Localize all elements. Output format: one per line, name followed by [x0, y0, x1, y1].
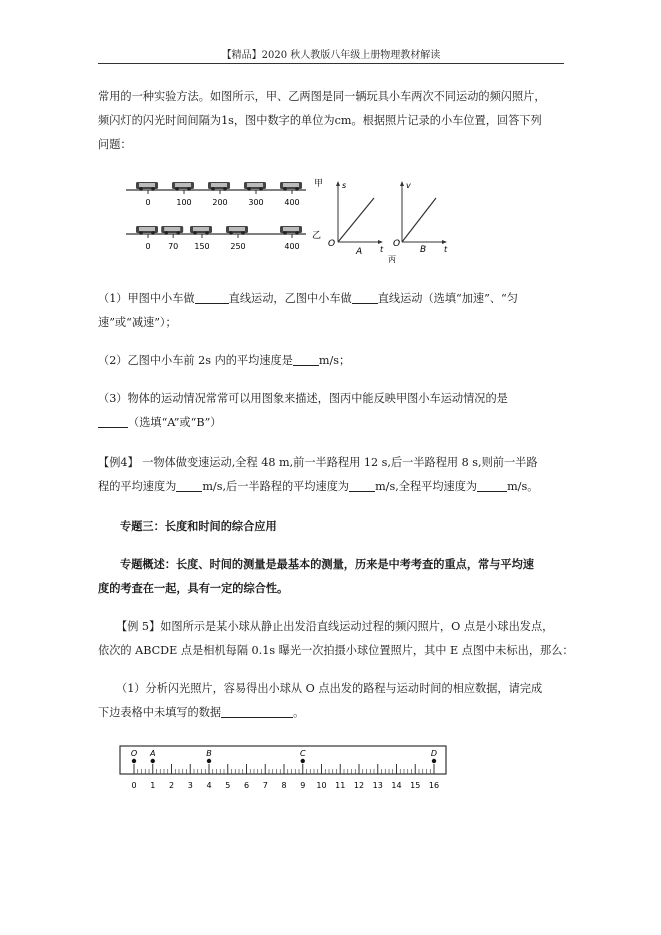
- ex5-part-e: 。: [293, 706, 305, 719]
- ruler-number: 2: [168, 781, 175, 790]
- jia-tick-label: 100: [176, 198, 192, 207]
- intro-line-2: 频闪灯的闪光时间间隔为1s，图中数字的单位为cm。根据照片记录的小车位置，回答下列: [98, 114, 542, 127]
- q3-blank[interactable]: [98, 415, 128, 428]
- ruler-number: 11: [335, 781, 346, 790]
- ex5-part-d: 下边表格中未填写的数据: [98, 706, 222, 719]
- graph-b-x-axis: t: [444, 245, 448, 254]
- yi-tick-label: 0: [145, 242, 151, 251]
- q1-blank-2[interactable]: [352, 291, 378, 304]
- graph-b-y-axis: v: [406, 181, 411, 190]
- graph-a-y-axis: s: [342, 181, 347, 190]
- ruler-number: 15: [410, 781, 421, 790]
- q1-part-b: 直线运动，乙图中小车做: [228, 292, 352, 305]
- page-header: 【精品】2020 秋人教版八年级上册物理教材解读: [221, 50, 441, 61]
- ex4-line-1: 【例4】 一物体做变速运动,全程 48 m,前一半路程用 12 s,后一半路程用 8 s,则前一半路: [98, 456, 538, 469]
- ruler-numbers: [131, 781, 439, 790]
- ex4-blank-3[interactable]: [477, 479, 507, 492]
- ruler-point-dot: [132, 759, 136, 763]
- jia-tick-label: 0: [145, 198, 151, 207]
- yi-label: 乙: [312, 231, 322, 241]
- ruler-point-dot: [301, 759, 305, 763]
- ex5-line-4: [98, 702, 568, 724]
- jia-car: [244, 182, 266, 194]
- ruler-point-label: C: [299, 749, 306, 758]
- graph-b-label: B: [420, 245, 427, 255]
- jia-tick-label: 400: [284, 198, 300, 207]
- topic3-overview-2: 度的考查在一起，具有一定的综合性。: [98, 581, 289, 595]
- q3-part-b: （选填“A”或“B”）: [128, 416, 222, 429]
- graph-b: [393, 181, 448, 255]
- ruler-number: 10: [316, 781, 327, 790]
- jia-tick-labels: [145, 198, 299, 207]
- ruler-number: 16: [428, 781, 440, 790]
- ex5-blank[interactable]: [221, 705, 293, 718]
- topic3-overview-1: 专题概述：长度、时间的测量是最基本的测量，历来是中考考查的重点，常与平均速: [120, 557, 534, 571]
- q1-blank-1[interactable]: [195, 291, 229, 304]
- yi-car: [190, 226, 212, 238]
- ex5-line-2: 依次的 ABCDE 点是相机每隔 0.1s 曝光一次拍摄小球位置照片，其中 E 点图中未标出，那么：: [98, 644, 574, 657]
- ruler-number: 4: [206, 781, 212, 790]
- ex4-part-c: m/s,后一半路程的平均速度为: [202, 480, 350, 493]
- q3-line-2: [98, 412, 568, 434]
- ruler-number: 14: [391, 781, 402, 790]
- yi-car: [280, 226, 302, 238]
- yi-tick-labels: [145, 242, 299, 251]
- q2-part-b: m/s；: [318, 354, 351, 367]
- jia-tick-label: 300: [248, 198, 264, 207]
- ruler-number: 13: [372, 781, 383, 790]
- yi-tick-label: 250: [230, 242, 246, 251]
- jia-tick-label: 200: [212, 198, 228, 207]
- yi-car: [136, 226, 158, 238]
- yi-tick-label: 400: [284, 242, 300, 251]
- yi-cars: [136, 226, 302, 238]
- q1-part-c: 直线运动（选填“加速”、“匀: [377, 292, 518, 305]
- ex4-blank-1[interactable]: [176, 479, 202, 492]
- ruler-number: 0: [131, 781, 137, 790]
- ex5-line-1: 【例 5】如图所示是某小球从静止出发沿直线运动过程的频闪照片，O 点是小球出发点，: [116, 620, 554, 633]
- ruler-point-dot: [207, 759, 211, 763]
- jia-car: [172, 182, 194, 194]
- graph-a-x-axis: t: [380, 245, 384, 254]
- ruler-points: [131, 749, 437, 763]
- graph-a-label: A: [356, 247, 363, 257]
- graph-b-origin: O: [393, 239, 401, 249]
- yi-car: [161, 226, 183, 238]
- ruler-number: 12: [353, 781, 365, 790]
- ruler-point-label: O: [130, 749, 138, 758]
- ex4-line-2: [98, 476, 568, 498]
- ruler-point-dot: [151, 759, 155, 763]
- jia-cars: [136, 182, 302, 194]
- ruler-frame: [120, 746, 446, 774]
- yi-tick-label: 150: [194, 242, 210, 251]
- ruler-number: 3: [187, 781, 193, 790]
- q1-line-2: 速”或“减速”）；: [98, 316, 177, 329]
- intro-line-3: 问题：: [98, 138, 132, 151]
- ex5-line-3: （1）分析闪光照片，容易得出小球从 O 点出发的路程与运动时间的相应数据，请完成: [116, 682, 543, 695]
- ruler-number: 6: [243, 781, 250, 790]
- ex4-part-e: m/s。: [507, 480, 539, 493]
- ruler-point-label: B: [206, 749, 212, 758]
- q2-part-a: （2）乙图中小车前 2s 内的平均速度是: [98, 354, 293, 367]
- q1-line-1: [98, 288, 568, 310]
- ruler-ticks: [134, 764, 434, 774]
- graph-a: [328, 181, 384, 257]
- jia-car: [208, 182, 230, 194]
- ruler-point-label: D: [430, 749, 438, 758]
- jia-car: [136, 182, 158, 194]
- ruler-point-label: A: [150, 749, 156, 758]
- ruler-figure: [118, 744, 450, 796]
- intro-line-1: 常用的一种实验方法。如图所示，甲、乙两图是同一辆玩具小车两次不同运动的频闪照片，: [98, 90, 546, 103]
- car-strobe-figure: [118, 172, 468, 267]
- jia-label: 甲: [314, 179, 324, 189]
- ruler-number: 5: [225, 781, 231, 790]
- ruler-number: 1: [150, 781, 156, 790]
- ex4-blank-2[interactable]: [349, 479, 375, 492]
- header-rule: [98, 63, 564, 64]
- yi-tick-label: 70: [168, 242, 179, 251]
- ruler-number: 9: [300, 781, 306, 790]
- ex4-part-b: 程的平均速度为: [98, 480, 177, 493]
- ruler-number: 8: [281, 781, 287, 790]
- yi-car: [226, 226, 248, 238]
- q3-line-1: （3）物体的运动情况常常可以用图象来描述，图丙中能反映甲图小车运动情况的是: [98, 392, 508, 405]
- graph-a-origin: O: [328, 239, 336, 249]
- jia-car: [280, 182, 302, 194]
- q2-blank[interactable]: [293, 353, 319, 366]
- ruler-point-dot: [432, 759, 436, 763]
- ruler-number: 7: [262, 781, 268, 790]
- ex4-part-d: m/s,全程平均速度为: [375, 480, 478, 493]
- topic3-title: 专题三：长度和时间的综合应用: [120, 519, 277, 533]
- bing-label: 丙: [388, 255, 396, 264]
- q1-part-a: （1）甲图中小车做: [98, 292, 195, 305]
- q2-line: [98, 350, 568, 372]
